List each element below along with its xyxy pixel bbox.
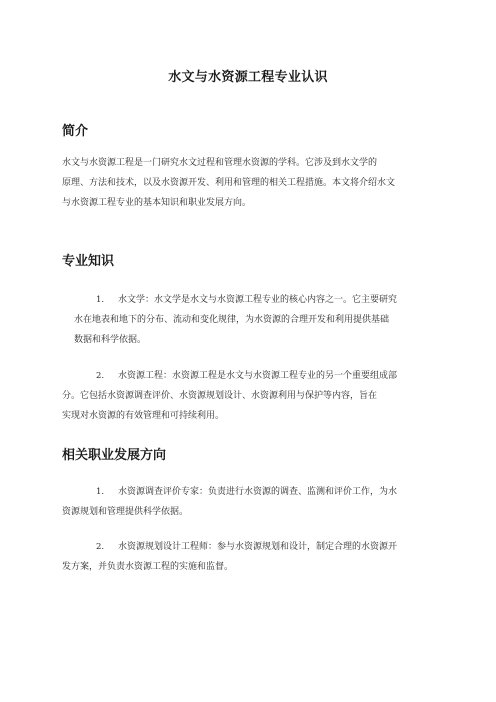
list-item-first-line (62, 366, 436, 386)
intro-line: 原理、方法和技术，以及水资源开发、利用和管理的相关工程措施。本文将介绍水文 (62, 178, 396, 188)
career-list-item (62, 537, 436, 577)
list-item-first-line (62, 482, 436, 502)
list-item-line: 水在地表和地下的分布、流动和变化规律，为水资源的合理开发和利用提供基础 (74, 315, 390, 325)
career-list-item (62, 482, 436, 522)
list-number: 2. (96, 542, 105, 552)
list-item-line: 实现对水资源的有效管理和可持续利用。 (62, 411, 225, 421)
list-item-line: 发方案，并负责水资源工程的实施和监督。 (62, 562, 234, 572)
intro-line: 水文与水资源工程是一门研究水文过程和管理水资源的学科。它涉及到水文学的 (62, 158, 378, 168)
intro-line: 与水资源工程专业的基本知识和职业发展方向。 (62, 198, 252, 208)
section-heading-intro: 简介 (62, 124, 89, 139)
list-number: 1. (96, 487, 105, 497)
knowledge-list-item (62, 290, 436, 350)
list-item-line: 资源规划和管理提供科学依据。 (62, 507, 189, 517)
list-item-first-line (62, 290, 436, 310)
list-item-line: 数据和科学依据。 (74, 335, 147, 345)
list-item-first-line (62, 537, 436, 557)
list-item-line: 分。它包括水资源调查评价、水资源规划设计、水资源利用与保护等内容，旨在 (62, 391, 378, 401)
section-heading-knowledge: 专业知识 (62, 254, 115, 269)
list-item-text: 水资源规划设计工程师：参与水资源规划和设计，制定合理的水资源开 (118, 542, 398, 552)
section-heading-careers: 相关职业发展方向 (62, 448, 167, 463)
document-title: 水文与水资源工程专业认识 (168, 70, 328, 85)
list-item-text: 水资源工程：水资源工程是水文与水资源工程专业的另一个重要组成部 (118, 371, 398, 381)
knowledge-list-item (62, 366, 436, 426)
list-item-text: 水资源调查评价专家：负责进行水资源的调查、监测和评价工作，为水 (118, 487, 398, 497)
list-item-text: 水文学：水文学是水文与水资源工程专业的核心内容之一。它主要研究 (118, 295, 398, 305)
intro-paragraph (62, 153, 436, 213)
list-number: 1. (96, 295, 105, 305)
list-number: 2. (96, 371, 105, 381)
